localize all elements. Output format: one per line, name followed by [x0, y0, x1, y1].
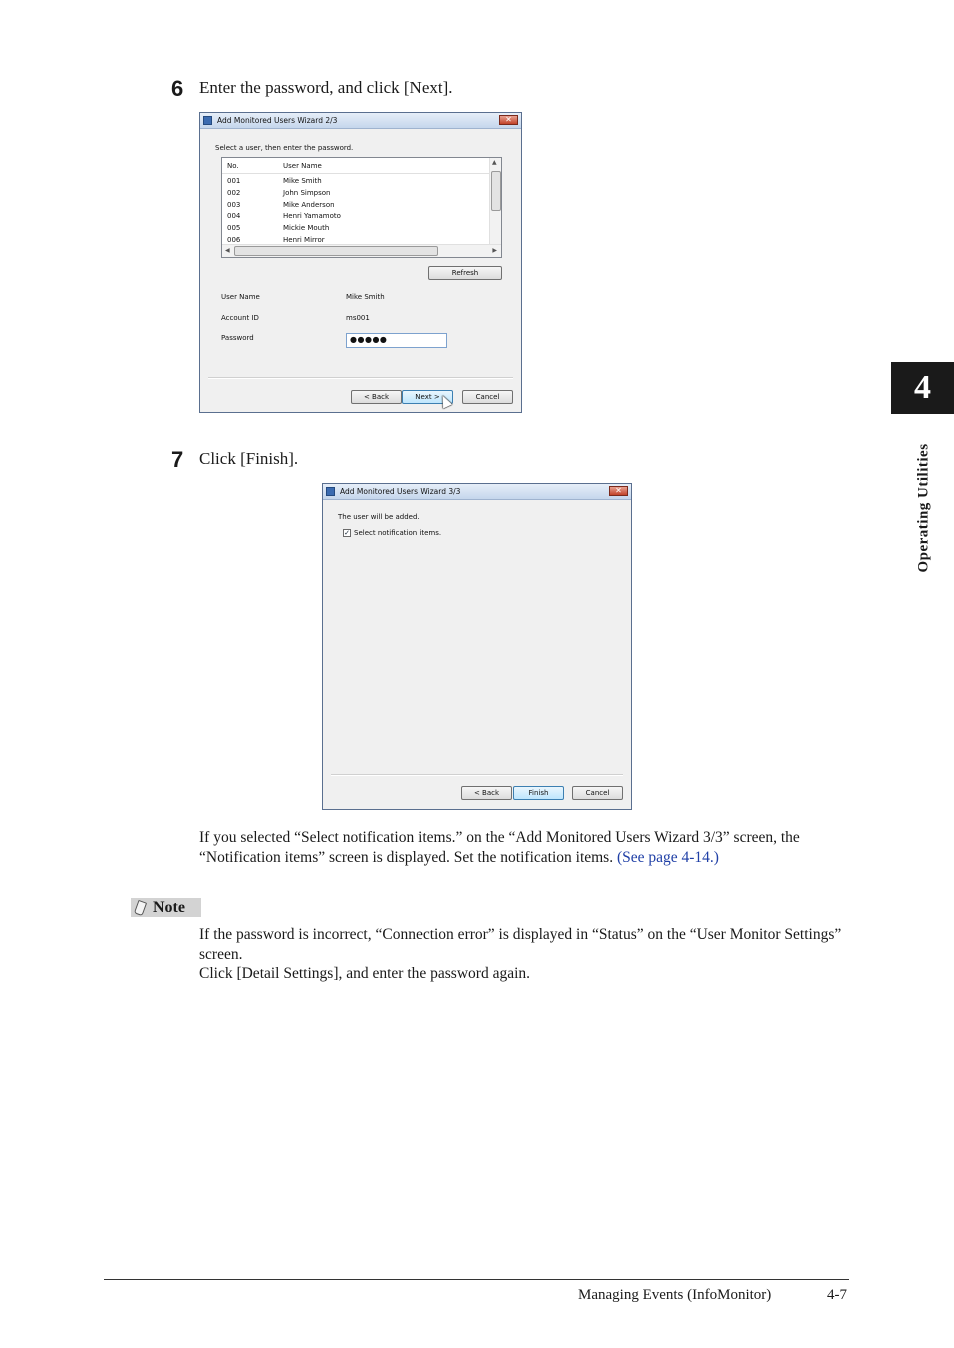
row-no: 001	[227, 177, 241, 185]
row-user-name: Henri Mirror	[283, 235, 325, 244]
wizard-2-title: Add Monitored Users Wizard 2/3	[217, 116, 338, 125]
notification-checkbox[interactable]: ✓	[344, 529, 350, 537]
column-header-no[interactable]: No.	[227, 162, 239, 170]
divider	[208, 377, 513, 379]
notification-checkbox-label[interactable]: Select notification items.	[354, 529, 442, 537]
step-6-instruction: Enter the password, and click [Next].	[199, 78, 453, 97]
table-row[interactable]	[222, 200, 491, 212]
chapter-title: Operating Utilities	[915, 443, 932, 573]
row-user-name: Mike Anderson	[283, 200, 335, 209]
cancel-button[interactable]: Cancel	[462, 390, 513, 404]
wizard-2-titlebar[interactable]	[200, 113, 521, 129]
pencil-icon	[134, 900, 147, 916]
horizontal-scrollbar[interactable]	[222, 244, 501, 257]
next-button[interactable]: Next >	[402, 390, 453, 404]
cancel-button[interactable]: Cancel	[572, 786, 623, 800]
table-row[interactable]	[222, 223, 491, 235]
scroll-up-icon[interactable]: ▲	[492, 159, 497, 166]
step-7-number: 7	[171, 447, 184, 472]
wizard-3-titlebar[interactable]	[323, 484, 631, 500]
user-added-message: The user will be added.	[338, 513, 420, 521]
user-list-rows	[222, 176, 491, 247]
scroll-left-icon[interactable]: ◀	[225, 247, 230, 254]
row-no: 004	[227, 212, 241, 221]
close-icon[interactable]: ✕	[609, 486, 628, 496]
password-label: Password	[221, 334, 254, 342]
notification-paragraph	[199, 828, 859, 867]
table-row[interactable]	[222, 188, 491, 200]
row-no: 005	[227, 224, 241, 233]
wizard-3-title: Add Monitored Users Wizard 3/3	[340, 487, 461, 496]
close-icon[interactable]: ✕	[499, 115, 518, 125]
row-no: 002	[227, 188, 241, 197]
app-icon	[326, 487, 335, 496]
row-no: 003	[227, 200, 241, 209]
row-user-name: John Simpson	[283, 188, 331, 197]
user-name-label: User Name	[221, 293, 260, 301]
note-text-1: If the password is incorrect, “Connection error” is displayed in “Status” on the “User Monitor Settings” screen.	[199, 926, 842, 963]
vertical-scroll-thumb[interactable]	[491, 171, 501, 211]
step-7-instruction: Click [Finish].	[199, 449, 299, 468]
wizard-2-dialog	[199, 112, 522, 413]
user-name-value: Mike Smith	[346, 293, 385, 301]
select-user-prompt: Select a user, then enter the password.	[215, 144, 354, 152]
see-page-link[interactable]: (See page 4-14.)	[616, 848, 719, 866]
finish-button[interactable]: Finish	[513, 786, 564, 800]
chapter-number-tab: 4	[891, 362, 954, 414]
step-6-number: 6	[171, 76, 184, 101]
account-id-value: ms001	[346, 314, 370, 322]
note-text-2: Click [Detail Settings], and enter the password again.	[199, 965, 531, 982]
divider	[331, 774, 623, 776]
note-label: Note	[153, 899, 185, 916]
vertical-scrollbar[interactable]	[489, 158, 501, 245]
password-input[interactable]: ●●●●●	[346, 333, 447, 348]
back-button[interactable]: < Back	[461, 786, 512, 800]
table-row[interactable]	[222, 176, 491, 188]
column-header-user-name[interactable]: User Name	[283, 162, 322, 170]
back-button[interactable]: < Back	[351, 390, 402, 404]
horizontal-scroll-thumb[interactable]	[234, 246, 438, 256]
page-number: 4-7	[827, 1287, 847, 1303]
footer-divider	[104, 1279, 849, 1280]
row-user-name: Mickie Mouth	[283, 224, 330, 233]
row-user-name: Henri Yamamoto	[283, 212, 341, 221]
account-id-label: Account ID	[221, 314, 259, 322]
scroll-right-icon[interactable]: ▶	[492, 247, 497, 254]
row-no: 006	[227, 235, 241, 244]
app-icon	[203, 116, 212, 125]
paragraph-text: If you selected “Select notification items.” on the “Add Monitored Users Wizard 3/3” screen, the “Notification items” screen is displayed. Set the notification items.	[199, 829, 800, 866]
table-row[interactable]	[222, 211, 491, 223]
user-list-header	[222, 158, 491, 174]
refresh-button[interactable]: Refresh	[428, 266, 502, 280]
footer-section-title: Managing Events (InfoMonitor)	[578, 1287, 772, 1303]
wizard-3-dialog	[322, 483, 632, 810]
row-user-name: Mike Smith	[283, 177, 322, 185]
user-list[interactable]	[221, 157, 502, 258]
note-tag	[131, 898, 201, 917]
